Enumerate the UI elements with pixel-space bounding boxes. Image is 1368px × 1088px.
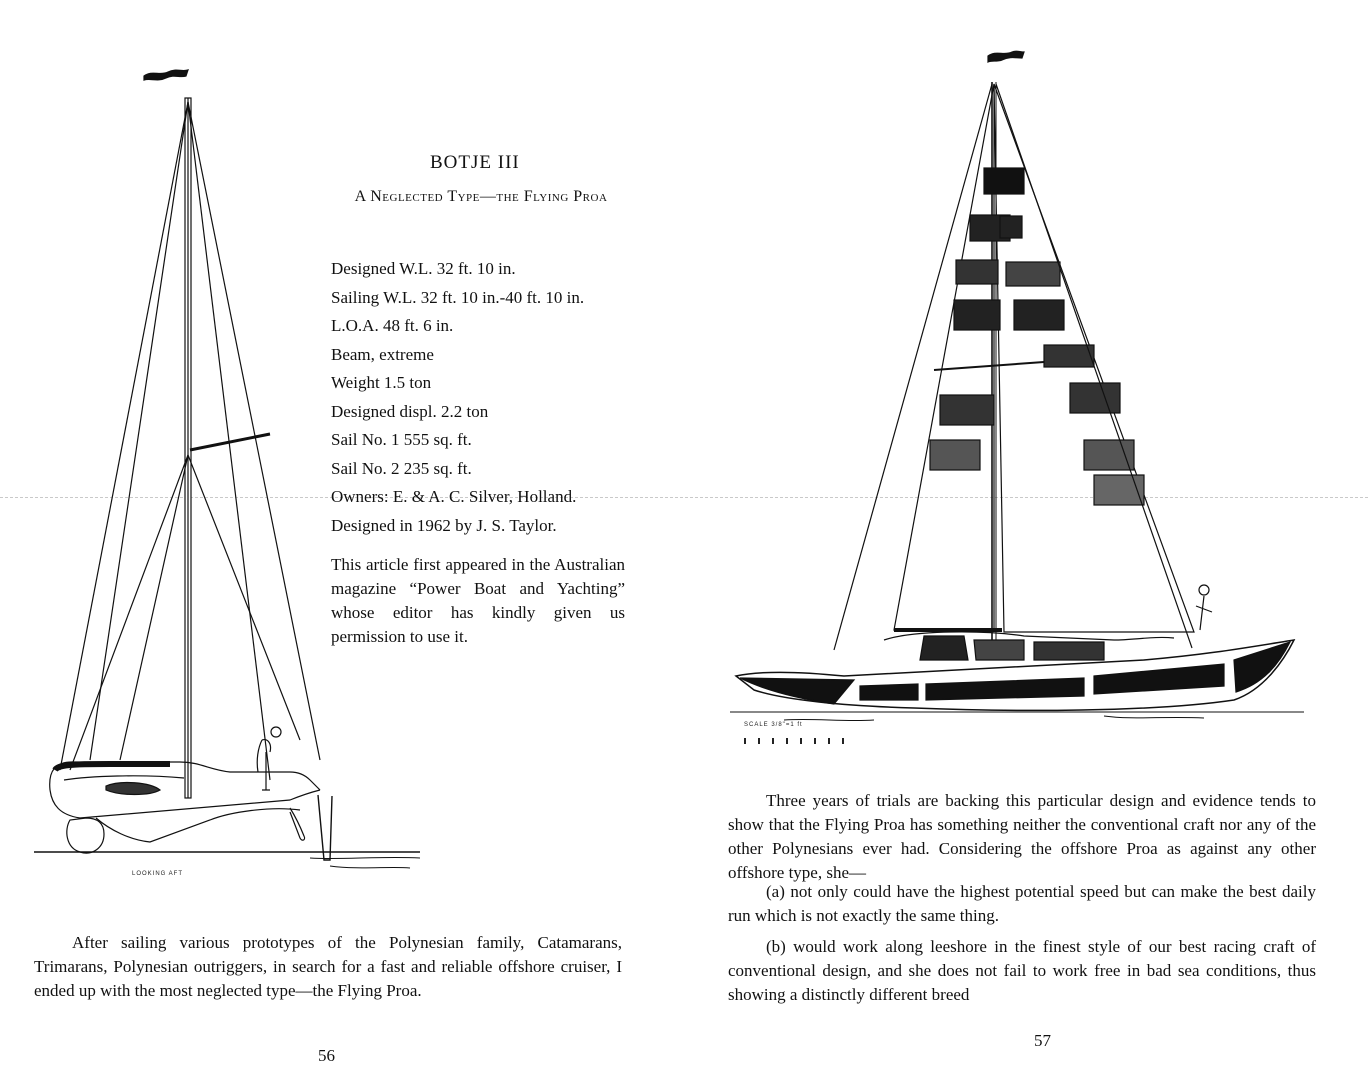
scale-label: SCALE 3/8"=1 ft: [744, 722, 803, 728]
body-paragraph: Three years of trials are backing this particular design and evidence tends to show that the Flying Proa has something neither the conventional craft nor any of the other Polynesians ever had. Considering the offshore Proa as against any other offshore type, she—: [728, 791, 1316, 882]
right-page: [684, 0, 1368, 1088]
spec-item: Sail No. 2 235 sq. ft.: [331, 458, 472, 478]
page-number: 57: [1034, 1031, 1051, 1050]
spec-item: Designed W.L. 32 ft. 10 in.: [331, 259, 516, 278]
body-paragraph: (a) not only could have the highest potential speed but can make the best daily run which is not exactly the same thing.: [728, 882, 1316, 925]
spec-item: Beam, extreme: [331, 344, 434, 364]
specifications-list: [331, 258, 584, 543]
spec-item: L.O.A. 48 ft. 6 in.: [331, 316, 454, 335]
spec-item: Sail No. 1 555 sq. ft.: [331, 430, 472, 449]
article-subtitle: A Neglected Type—the Flying Proa: [354, 188, 608, 205]
spec-item: Designed displ. 2.2 ton: [331, 401, 489, 421]
body-paragraph: (b) would work along leeshore in the finest style of our best racing craft of conventional design, and she does not fail to work free in bad sea conditions, thus showing a distinctly different breed: [728, 937, 1316, 1004]
spec-item: Designed in 1962 by J. S. Taylor.: [331, 515, 557, 535]
spec-item: Weight 1.5 ton: [331, 373, 432, 392]
source-note: This article first appeared in the Australian magazine “Power Boat and Yachting” whose editor has kindly given us permission to use it.: [331, 555, 625, 646]
article-title: BOTJE III: [430, 152, 520, 173]
page-number: 56: [318, 1046, 335, 1065]
spec-item: Sailing W.L. 32 ft. 10 in.-40 ft. 10 in.: [331, 287, 585, 307]
intro-paragraph: After sailing various prototypes of the Polynesian family, Catamarans, Trimarans, Polynesian outriggers, in search for a fast and reliable offshore cruiser, I ended up with the most neglected type—the Flying Proa.: [34, 933, 622, 1000]
spec-item: Owners: E. & A. C. Silver, Holland.: [331, 487, 577, 506]
scale-bar: [744, 738, 844, 744]
drawing-caption: LOOKING AFT: [132, 871, 184, 877]
proa-side-view-drawing: [684, 0, 1368, 760]
